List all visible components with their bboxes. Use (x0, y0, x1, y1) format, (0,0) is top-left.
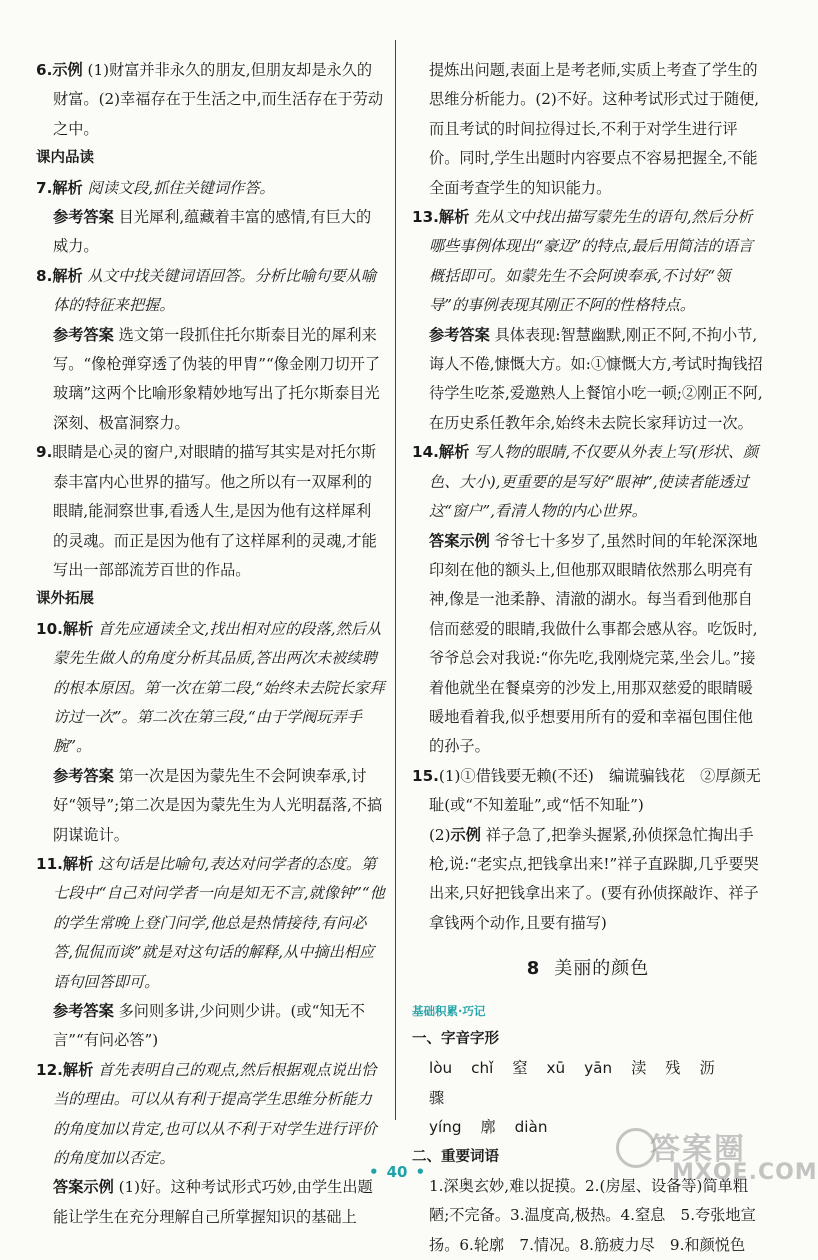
right-column (412, 56, 764, 1260)
question-14: 14.解析 写人物的眼睛,不仅要从外表上写(形状、颜色、大小),更重要的是写好“眼神”,使读者能透过这“窗户”,看清人物的内心世界。 (412, 443, 759, 521)
watermark-text: 答案圈 (650, 1132, 746, 1167)
watermark-logo (610, 1120, 818, 1194)
pinyin-item: 窒 (512, 1059, 528, 1078)
question-9: 9.眼睛是心灵的窗户,对眼睛的描写其实是对托尔斯泰丰富内心世界的描写。他之所以有一双犀利的眼睛,能洞察世事,看透人生,是因为他有这样犀利的灵魂。而正是因为他有了这样犀利的灵魂,才能写出一部部流芳百世的作品。 (36, 443, 377, 579)
left-column (36, 56, 386, 1232)
watermark-url: MXQE.COM (672, 1160, 818, 1185)
pinyin-item: chǐ (471, 1059, 494, 1078)
question-6: 6.示例 (1)财富并非永久的朋友,但朋友却是永久的财富。(2)幸福存在于生活之中,而生活存在于劳动之中。 (36, 61, 384, 138)
answer-13: 参考答案 具体表现:智慧幽默,刚正不阿,不拘小节,诲人不倦,慷慨大方。如:①慷慨大方,考试时掏钱招待学生吃茶,爱邀熟人上餐馆小吃一顿;②刚正不阿,在历史系任教年余,始终未去院长家拜访过一次。 (429, 325, 763, 432)
pinyin-item: 残 (665, 1059, 681, 1078)
question-11: 11.解析 这句话是比喻句,表达对问学者的态度。第七段中“自己对问学者一向是知无不言,就像钟”“他的学生常晚上登门问学,他总是热情接待,有问必答,侃侃而谈”就是对这句话的解释,从中摘出相应语句回答即可。 (36, 854, 385, 991)
page-number: • 40 • (368, 1163, 426, 1181)
section-heading-kewai: 课外拓展 (36, 591, 94, 608)
answer-12: 答案示例 (1)好。这种考试形式巧妙,由学生出题能让学生在充分理解自己所掌握知识的基础上 (53, 1178, 373, 1226)
pinyin-item: lòu (429, 1059, 453, 1078)
lesson-title: 8 美丽的颜色 (526, 958, 650, 980)
pinyin-item: xū (546, 1059, 566, 1078)
section-banner: 基础积累·巧记 (412, 1003, 486, 1018)
column-divider (395, 40, 396, 1120)
section-heading-kenei: 课内品读 (36, 150, 94, 167)
answer-8: 参考答案 选文第一段抓住托尔斯泰目光的犀利来写。“像枪弹穿透了伪装的甲胄”“像金刚刀切开了玻璃”这两个比喻形象精妙地写出了托尔斯泰目光深刻、极富洞察力。 (53, 325, 381, 432)
pinyin-item: 渎 (631, 1059, 647, 1078)
pinyin-item: 沥 (699, 1059, 715, 1078)
part2-heading: 二、重要词语 (412, 1148, 499, 1165)
question-13: 13.解析 先从文中找出描写蒙先生的语句,然后分析哪些事例体现出“豪迈”的特点,最后用简洁的语言概括即可。如蒙先生不会阿谀奉承,不讨好“领导”的事例表现其刚正不阿的性格特点。 (412, 208, 754, 315)
vocabulary-answers: 1.深奥玄妙,难以捉摸。2.(房屋、设备等)简单粗陋;不完备。3.温度高,极热。4.窒息 5.夸张地宣扬。6.轮廓 7.情况。8.筋疲力尽 9.和颜悦色 (429, 1177, 756, 1254)
pinyin-item: 廓 (480, 1118, 496, 1137)
part1-heading: 一、字音字形 (412, 1031, 499, 1047)
question-15: 15.(1)①借钱要无赖(不还) 编谎骗钱花 ②厚颜无耻(或“不知羞耻”,或“恬不知耻”) (412, 766, 761, 815)
answer-10: 参考答案 第一次是因为蒙先生不会阿谀奉承,讨好“领导”;第二次是因为蒙先生为人光明磊落,不搞阴谋诡计。 (53, 766, 383, 844)
pinyin-item: 骤 (429, 1088, 445, 1107)
answer-15-part2: (2)示例 祥子急了,把拳头握紧,孙侦探急忙掏出手枪,说:“老实点,把钱拿出来!”祥子直跺脚,几乎要哭出来,只好把钱拿出来了。(要有孙侦探敲诈、祥子拿钱两个动作,且要有描写) (429, 825, 759, 932)
answer-11: 参考答案 多问则多讲,少问则少讲。(或“知无不言”“有问必答”) (53, 1002, 365, 1050)
pinyin-item: yíng (429, 1118, 462, 1137)
answer-12-continued: 提炼出问题,表面上是考老师,实质上考查了学生的思维分析能力。(2)不好。这种考试形式过于随便,而且考试的时间拉得过长,不利于对学生进行评价。同时,学生出题时内容要点不容易把握全,不能全面考查学生的知识能力。 (429, 61, 760, 197)
pinyin-row-1 (412, 1054, 764, 1113)
question-8: 8.解析 从文中找关键词语回答。分析比喻句要从喻体的特征来把握。 (36, 266, 377, 315)
answer-7: 参考答案 目光犀利,蕴藏着丰富的感情,有巨大的威力。 (53, 208, 372, 256)
pinyin-item: yān (584, 1059, 613, 1078)
question-7: 7.解析 阅读文段,抓住关键词作答。 (36, 178, 275, 197)
question-12: 12.解析 首先表明自己的观点,然后根据观点说出恰当的理由。可以从有利于提高学生思维分析能力的角度加以肯定,也可以从不利于对学生进行评价的角度加以否定。 (36, 1060, 377, 1168)
answer-14: 答案示例 爷爷七十多岁了,虽然时间的年轮深深地印刻在他的额头上,但他那双眼睛依然那么明亮有神,像是一池柔静、清澈的湖水。每当看到他那自信而慈爱的眼睛,我做什么事都会感从容。吃饭时,爷爷总会对我说:“你先吃,我刚烧完菜,坐会儿。”接着他就坐在餐桌旁的沙发上,用那双慈爱的眼睛暖暖地看着我,似乎想要用所有的爱和幸福包围住他的孙子。 (429, 531, 758, 756)
pinyin-item: diàn (514, 1118, 548, 1137)
question-10: 10.解析 首先应通读全文,找出相对应的段落,然后从蒙先生做人的角度分析其品质,答出两次未被续聘的根本原因。第一次在第二段,“始终未去院长家拜访过一次”。第二次在第三段,“由于学阀玩弄手腕”。 (36, 619, 385, 756)
